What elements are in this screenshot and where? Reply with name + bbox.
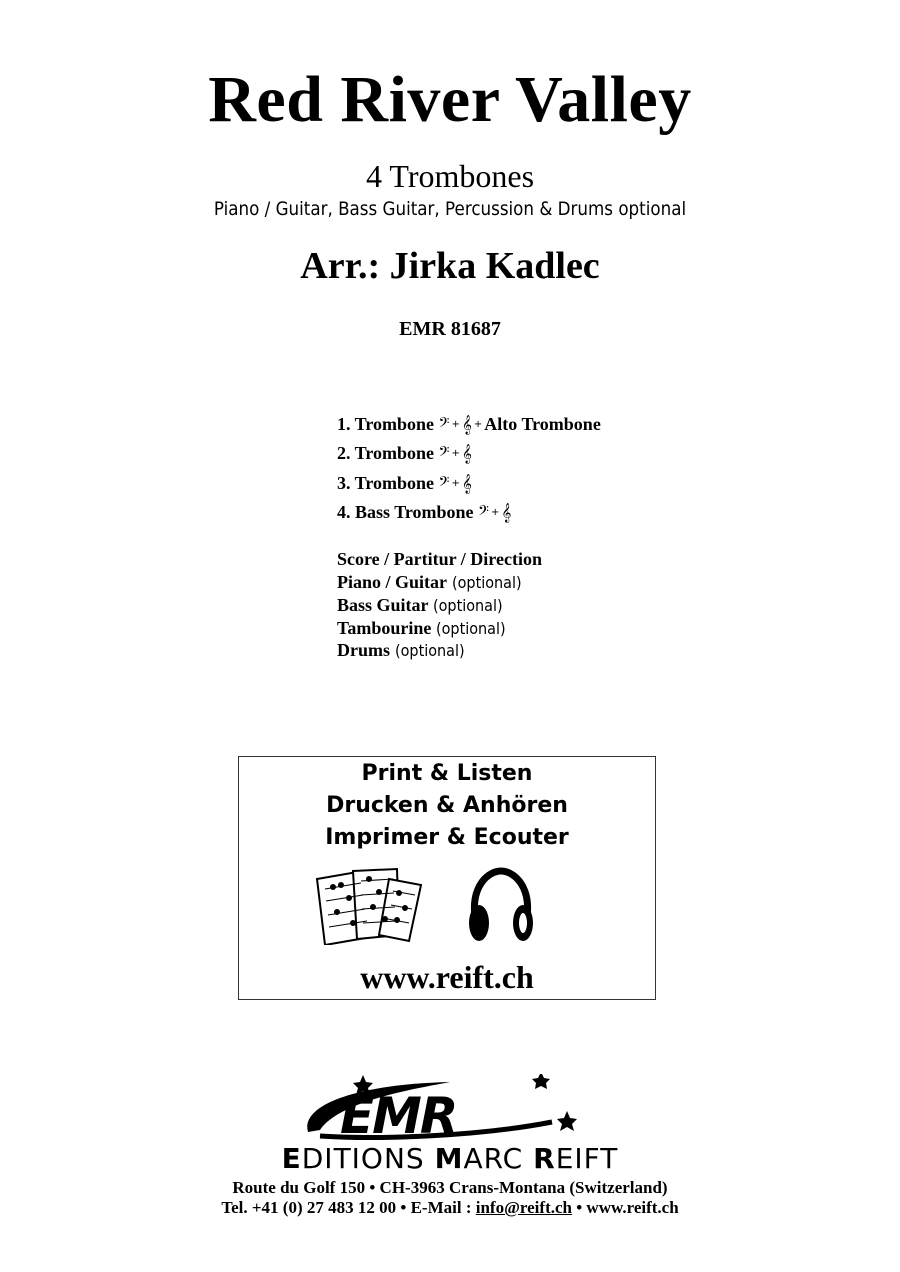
publisher-name: EDITIONS MARC REIFT — [281, 1142, 619, 1175]
extra-item: Drums (optional) — [337, 640, 465, 660]
clef-icons: 𝄢 + 𝄞 + — [438, 415, 483, 435]
instrumentation: Piano / Guitar, Bass Guitar, Percussion & Drums optional — [213, 198, 687, 220]
publisher-contact: Tel. +41 (0) 27 483 12 00 • E-Mail : info@reift.ch • www.reift.ch — [221, 1198, 679, 1217]
part-label: 3. Trombone — [337, 473, 435, 493]
bass-clef-icon: 𝄢 — [438, 474, 450, 494]
bass-clef-icon: 𝄢 — [438, 444, 450, 464]
part-item — [337, 443, 472, 464]
part-item — [337, 473, 472, 494]
print-listen-box — [238, 756, 656, 1000]
subtitle: 4 Trombones — [365, 158, 535, 194]
promo-line-en: Print & Listen — [361, 761, 533, 786]
email-link[interactable]: info@reift.ch — [475, 1198, 572, 1217]
part-label: 1. Trombone — [337, 414, 435, 434]
treble-clef-icon: 𝄞 — [461, 474, 472, 494]
part-label: 2. Trombone — [337, 443, 435, 463]
extra-item: Bass Guitar (optional) — [337, 595, 503, 615]
clef-icons: 𝄢 + 𝄞 — [478, 503, 512, 523]
headphones-icon — [465, 867, 537, 947]
sheet-music-icon — [313, 865, 425, 945]
promo-line-de: Drucken & Anhören — [326, 793, 568, 818]
catalog-number: EMR 81687 — [399, 318, 501, 340]
part-item — [337, 502, 511, 523]
title: Red River Valley — [208, 63, 692, 136]
part-extra: Alto Trombone — [484, 414, 601, 434]
emr-logo-text: EMR — [340, 1087, 457, 1145]
arranger: Arr.: Jirka Kadlec — [300, 245, 600, 287]
part-item — [337, 414, 601, 435]
clef-icons: 𝄢 + 𝄞 — [438, 444, 472, 464]
treble-clef-icon: 𝄞 — [461, 415, 472, 435]
part-label: 4. Bass Trombone — [337, 502, 474, 522]
publisher-address: Route du Golf 150 • CH-3963 Crans-Montana (Switzerland) — [232, 1178, 668, 1197]
promo-url[interactable]: www.reift.ch — [360, 959, 534, 995]
extra-item: Tambourine (optional) — [337, 618, 506, 638]
bass-clef-icon: 𝄢 — [478, 503, 489, 523]
treble-clef-icon: 𝄞 — [501, 503, 512, 523]
bass-clef-icon: 𝄢 — [438, 415, 450, 435]
clef-icons: 𝄢 + 𝄞 — [438, 474, 472, 494]
extra-item: Piano / Guitar (optional) — [337, 572, 522, 592]
promo-line-fr: Imprimer & Ecouter — [325, 825, 569, 850]
extra-item: Score / Partitur / Direction — [337, 549, 542, 569]
treble-clef-icon: 𝄞 — [461, 444, 472, 464]
